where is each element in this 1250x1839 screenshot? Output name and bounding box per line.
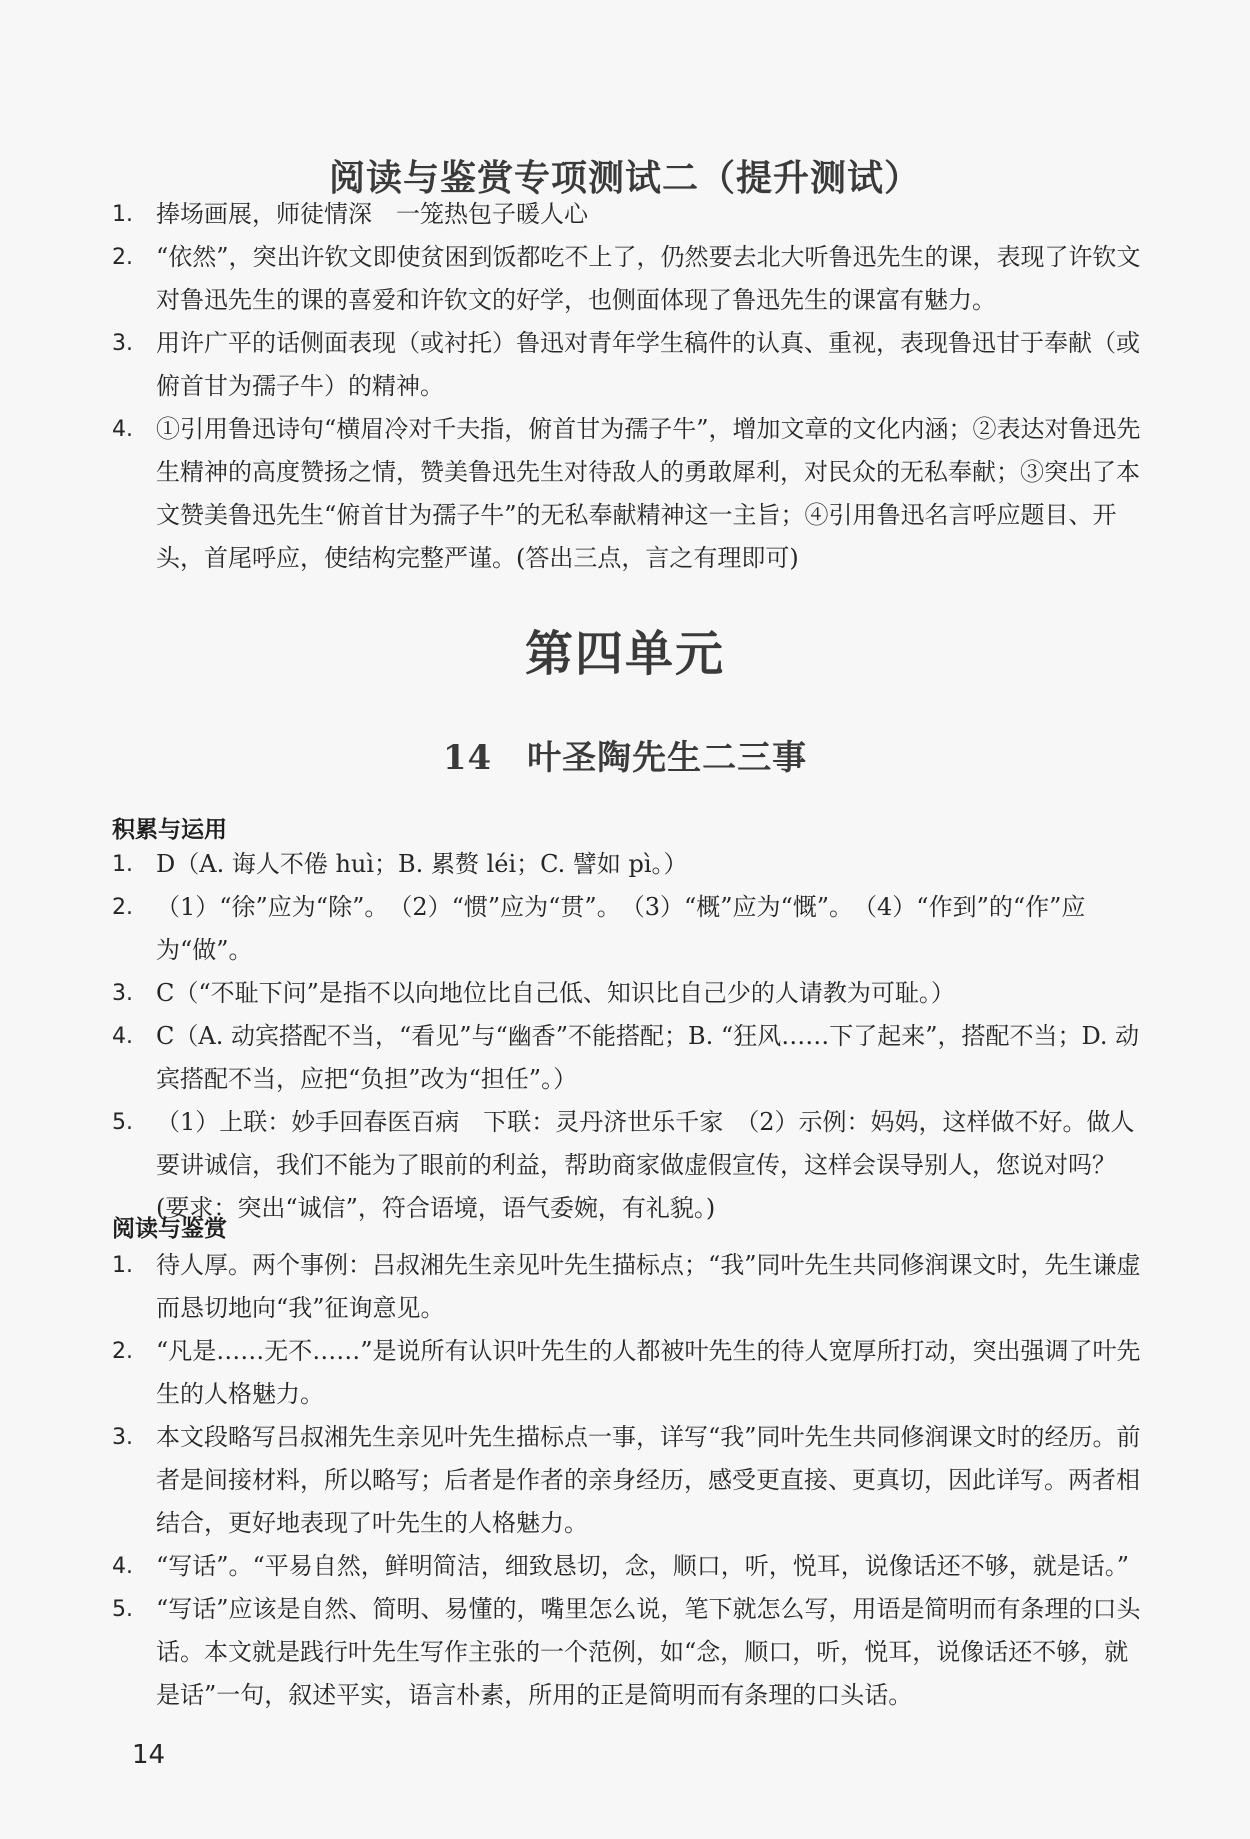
- item-text: （1）上联：妙手回春医百病 下联：灵丹济世乐千家 （2）示例：妈妈，这样做不好。做人要讲诚信，我们不能为了眼前的利益，帮助商家做虚假宣传，这样会误导别人，您说对吗？(要求：突出“诚信”，符合语境，语气委婉，有礼貌。): [156, 1108, 1135, 1222]
- accumulation-list: [112, 843, 1147, 1230]
- accumulation-heading: 积累与运用: [112, 817, 227, 843]
- item-number: 3.: [112, 1425, 133, 1450]
- list-item: [112, 886, 1147, 972]
- page-number: 14: [132, 1740, 166, 1770]
- item-number: 2.: [112, 1339, 133, 1364]
- item-number: 3.: [112, 981, 133, 1006]
- list-item: [112, 1101, 1147, 1230]
- item-text: C（“不耻下问”是指不以向地位比自己低、知识比自己少的人请教为可耻。）: [156, 979, 955, 1007]
- reading-list: [112, 1244, 1147, 1717]
- list-item: [112, 1416, 1147, 1545]
- item-text: “写话”。“平易自然，鲜明简洁，细致恳切，念，顺口，听，悦耳，说像话还不够，就是话。”: [156, 1552, 1130, 1580]
- section-title: 阅读与鉴赏专项测试二（提升测试）: [328, 157, 921, 199]
- item-text: 本文段略写吕叔湘先生亲见叶先生描标点一事，详写“我”同叶先生共同修润课文时的经历。前者是间接材料，所以略写；后者是作者的亲身经历，感受更直接、更真切，因此详写。两者相结合，更好地表现了叶先生的人格魅力。: [156, 1423, 1141, 1537]
- item-text: C（A. 动宾搭配不当，“看见”与“幽香”不能搭配；B. “狂风……下了起来”，搭配不当；D. 动宾搭配不当，应把“负担”改为“担任”。）: [156, 1022, 1140, 1093]
- item-text: 用许广平的话侧面表现（或衬托）鲁迅对青年学生稿件的认真、重视，表现鲁迅甘于奉献（或俯首甘为孺子牛）的精神。: [156, 329, 1140, 400]
- list-item: [112, 972, 1147, 1015]
- item-number: 5.: [112, 1110, 133, 1135]
- item-number: 1.: [112, 1253, 133, 1278]
- list-item: [112, 322, 1147, 408]
- item-text: ①引用鲁迅诗句“横眉冷对千夫指，俯首甘为孺子牛”，增加文章的文化内涵；②表达对鲁迅先生精神的高度赞扬之情，赞美鲁迅先生对待敌人的勇敢犀利，对民众的无私奉献；③突出了本文赞美鲁迅先生“俯首甘为孺子牛”的无私奉献精神这一主旨；④引用鲁迅名言呼应题目、开头，首尾呼应，使结构完整严谨。(答出三点，言之有理即可): [156, 415, 1141, 572]
- item-number: 1.: [112, 202, 133, 227]
- item-number: 2.: [112, 245, 133, 270]
- item-text: “依然”，突出许钦文即使贫困到饭都吃不上了，仍然要去北大听鲁迅先生的课，表现了许钦文对鲁迅先生的课的喜爱和许钦文的好学，也侧面体现了鲁迅先生的课富有魅力。: [156, 243, 1141, 314]
- list-item: [112, 408, 1147, 580]
- list-item: [112, 193, 1147, 236]
- item-text: 捧场画展，师徒情深 一笼热包子暖人心: [156, 200, 588, 228]
- item-number: 5.: [112, 1597, 133, 1622]
- item-text: （1）“徐”应为“除”。 （2）“惯”应为“贯”。 （3）“概”应为“慨”。 （4）“作到”的“作”应为“做”。: [156, 893, 1086, 964]
- list-item: [112, 236, 1147, 322]
- item-number: 4.: [112, 1554, 133, 1579]
- list-item: [112, 1545, 1147, 1588]
- list-item: [112, 1015, 1147, 1101]
- reading-heading: 阅读与鉴赏: [112, 1216, 227, 1242]
- item-number: 4.: [112, 417, 133, 442]
- item-text: D（A. 诲人不倦 huì；B. 累赘 léi；C. 譬如 pì。）: [156, 850, 688, 878]
- item-number: 3.: [112, 331, 133, 356]
- item-text: 待人厚。两个事例：吕叔湘先生亲见叶先生描标点；“我”同叶先生共同修润课文时，先生谦虚而恳切地向“我”征询意见。: [156, 1251, 1141, 1322]
- item-number: 2.: [112, 895, 133, 920]
- item-text: “凡是……无不……”是说所有认识叶先生的人都被叶先生的待人宽厚所打动，突出强调了叶先生的人格魅力。: [156, 1337, 1141, 1408]
- unit-title: 第四单元: [524, 626, 725, 682]
- list-item: [112, 843, 1147, 886]
- list-item: [112, 1588, 1147, 1717]
- item-number: 1.: [112, 852, 133, 877]
- item-number: 4.: [112, 1024, 133, 1049]
- list-item: [112, 1330, 1147, 1416]
- test-answer-list: [112, 193, 1147, 580]
- item-text: “写话”应该是自然、简明、易懂的，嘴里怎么说，笔下就怎么写，用语是简明而有条理的口头话。本文就是践行叶先生写作主张的一个范例，如“念，顺口，听，悦耳，说像话还不够，就是话”一句，叙述平实，语言朴素，所用的正是简明而有条理的口头话。: [156, 1595, 1141, 1709]
- list-item: [112, 1244, 1147, 1330]
- lesson-title: 14 叶圣陶先生二三事: [442, 738, 808, 778]
